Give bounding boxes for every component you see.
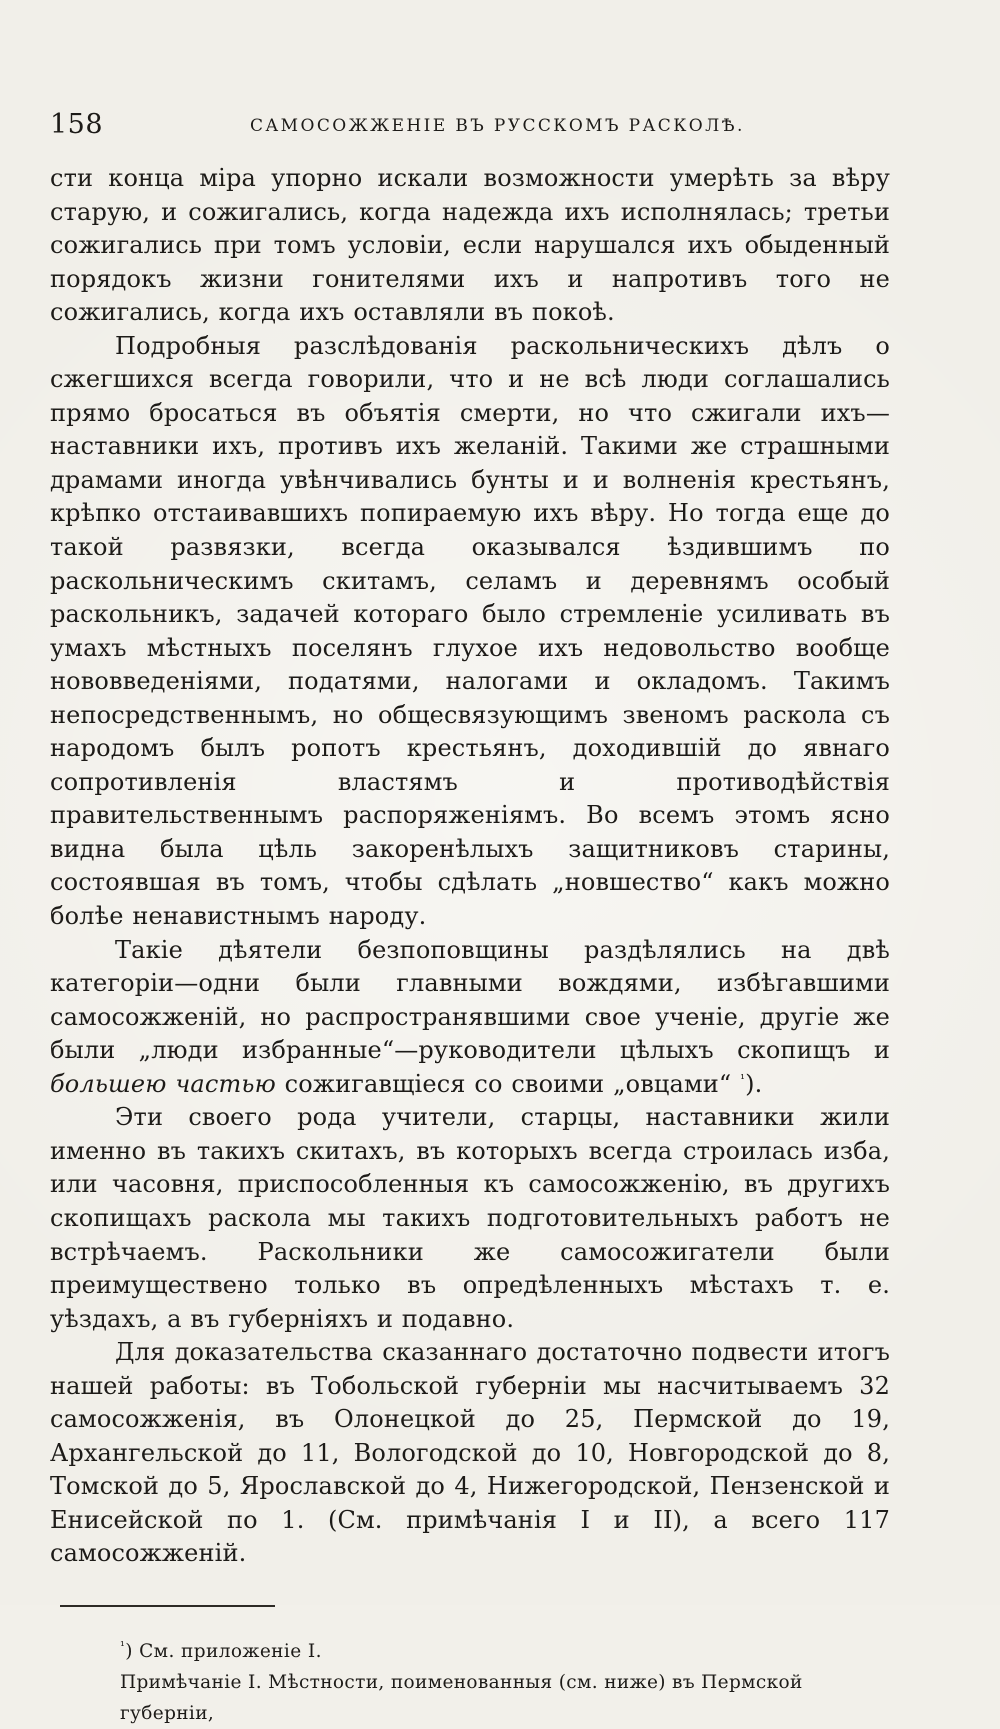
page-header: [50, 110, 900, 150]
footnote-marker: ¹: [740, 1071, 746, 1086]
footnote-1-text: ) См. приложеніе I.: [125, 1640, 322, 1662]
paragraph-4: Эти своего рода учители, старцы, наставники жили именно въ такихъ скитахъ, въ которыхъ всегда строилась изба, или часовня, приспособленныя къ самосожженію, въ другихъ скопищахъ раскола мы такихъ подготовительныхъ работъ не встрѣчаемъ. Раскольники же самосожигатели были преимуществено только въ опредѣленныхъ мѣстахъ т. е. уѣздахъ, а въ губерніяхъ и подавно.: [50, 1103, 890, 1333]
footnote-divider: [60, 1605, 275, 1608]
paragraph-3-text-before: Такіе дѣятели безпоповщины раздѣлялись на двѣ категоріи—одни были главными вождями, избѣгавшими самосожженій, но распространявшими свое ученіе, другіе же были „люди избранные“—руководители цѣлыхъ скопищъ и: [50, 935, 890, 1065]
note-line: Примѣчаніе I. Мѣстности, поименованныя (см. ниже) въ Пермской губерніи,: [120, 1671, 803, 1724]
paragraph-1: сти конца міра упорно искали возможности умерѣть за вѣру старую, и сожигались, когда надежда ихъ исполнялась; третьи сожигались при томъ условіи, если нарушался ихъ обыденный порядокъ жизни гонителями ихъ и напротивъ того не сожигались, когда ихъ оставляли въ покоѣ.: [50, 164, 890, 327]
footnotes: [50, 1636, 890, 1729]
main-text: [50, 162, 890, 1571]
emphasized-phrase: большею частью: [50, 1069, 276, 1098]
page-number: 158: [50, 109, 104, 140]
footnote-1: [120, 1636, 890, 1667]
paragraph-3-text-end: ).: [745, 1069, 763, 1098]
paragraph-3-text-after: сожигавщіеся со своими „овцами“: [275, 1069, 741, 1098]
footnote-1-marker: ¹: [120, 1638, 126, 1653]
paragraph-2: Подробныя разслѣдованія раскольническихъ дѣлъ о сжегшихся всегда говорили, что и не всѣ люди соглашались прямо бросаться въ объятія смерти, но что сжигали ихъ—наставники ихъ, противъ ихъ желаній. Такими же страшными драмами иногда увѣнчивались бунты и и волненія крестьянъ, крѣпко отстаивавшихъ попираемую ихъ вѣру. Но тогда еще до такой развязки, всегда оказывался ѣздившимъ по раскольническимъ скитамъ, селамъ и деревнямъ особый раскольникъ, задачей котораго было стремленіе усиливать въ умахъ мѣстныхъ поселянъ глухое ихъ недовольство вообще нововведеніями, податями, налогами и окладомъ. Такимъ непосредственнымъ, но общесвязующимъ звеномъ раскола съ народомъ былъ ропотъ крестьянъ, доходившій до явнаго сопротивленія властямъ и противодѣйствія правительственнымъ распоряженіямъ. Во всемъ этомъ ясно видна была цѣль закоренѣлыхъ защитниковъ старины, состоявшая въ томъ, чтобы сдѣлать „новшество“ какъ можно болѣе ненавистнымъ народу.: [50, 331, 890, 931]
paragraph-5: Для доказательства сказаннаго достаточно подвести итогъ нашей работы: въ Тобольской губерніи мы насчитываемъ 32 самосожженія, въ Олонецкой до 25, Пермской до 19, Архангельской до 11, Вологодской до 10, Новгородской до 8, Томской до 5, Ярославской до 4, Нижегородской, Пензенской и Енисейской по 1. (См. примѣчанія I и II), а всего 117 самосожженій.: [50, 1338, 890, 1568]
running-title: САМОСОЖЖЕНІЕ ВЪ РУССКОМЪ РАСКОЛѢ.: [250, 116, 745, 136]
paragraph-3: [50, 934, 890, 1102]
